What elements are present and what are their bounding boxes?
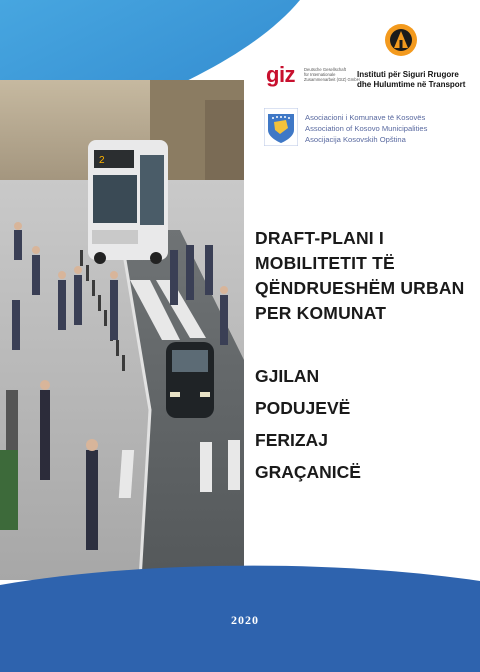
association-line: Asociacioni i Komunave të Kosovës (305, 113, 426, 122)
giz-mark: giz (266, 62, 296, 87)
isr-line: Instituti për Siguri Rrugore (357, 70, 459, 79)
giz-logo (266, 62, 295, 88)
giz-sub-line: Zusammenarbeit (GIZ) GmbH (304, 77, 360, 82)
giz-sub-line: für Internationale (304, 72, 336, 77)
association-logo-icon (264, 108, 298, 146)
publication-year: 2020 (231, 613, 259, 627)
association-line: Asocijacija Kosovskih Opština (305, 135, 406, 144)
document-title (255, 226, 477, 326)
car (166, 342, 214, 418)
isr-line: dhe Hulumtime në Transport (357, 80, 466, 89)
giz-sub-line: Deutsche Gesellschaft (304, 67, 346, 72)
municipality-list (255, 360, 361, 488)
title-line: PER KOMUNAT (255, 303, 387, 323)
giz-subtitle (304, 67, 360, 82)
bus-route-sign: 2 (99, 155, 105, 166)
association-name (305, 112, 427, 145)
municipality-gracanice: GRAÇANICË (255, 462, 361, 482)
municipality-gjilan: GJILAN (255, 366, 320, 386)
municipality-podujeve: PODUJEVË (255, 398, 351, 418)
isr-name (357, 70, 465, 90)
title-line: QËNDRUESHËM URBAN (255, 278, 465, 298)
association-line: Association of Kosovo Municipalities (305, 124, 428, 133)
municipality-ferizaj: FERIZAJ (255, 430, 328, 450)
bus (88, 140, 168, 264)
title-line: MOBILITETIT TË (255, 253, 395, 273)
isr-logo-icon (383, 22, 419, 62)
title-line: DRAFT-PLANI I (255, 228, 384, 248)
street-photo (0, 80, 244, 580)
planter (0, 450, 18, 530)
